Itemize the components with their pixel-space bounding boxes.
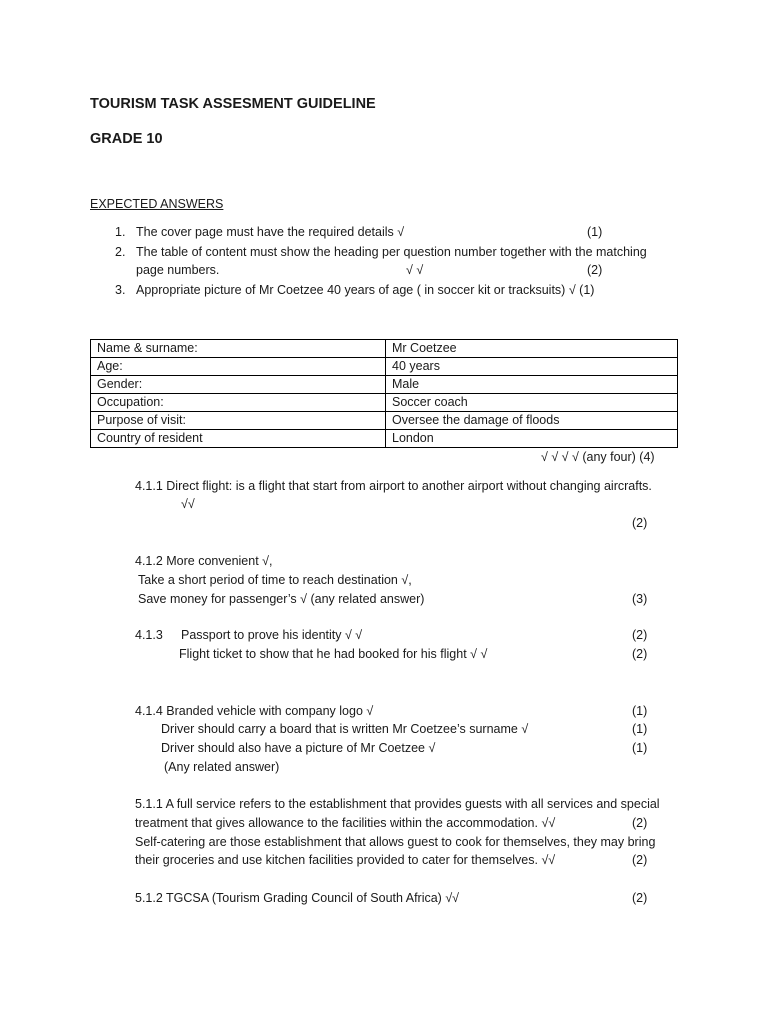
list-item-text: Appropriate picture of Mr Coetzee 40 years of age ( in soccer kit or tracksuits) √ (1) <box>136 283 595 297</box>
answer-5-1-1-line4: their groceries and use kitchen facilities provided to cater for themselves. √√ <box>135 853 556 867</box>
table-cell-label: Gender: <box>91 376 386 394</box>
answer-4-1-3-mark2: (2) <box>632 647 648 661</box>
answer-4-1-4-mark1: (1) <box>632 704 648 718</box>
list-item-mark: (2) <box>587 263 603 277</box>
answer-5-1-1-line2: treatment that gives allowance to the facilities within the accommodation. √√ <box>135 816 556 830</box>
answer-4-1-2-line1: 4.1.2 More convenient √, <box>135 554 273 568</box>
table-cell-label: Country of resident <box>91 430 386 448</box>
answer-5-1-2-mark: (2) <box>632 891 648 905</box>
grade-heading: GRADE 10 <box>90 131 163 147</box>
answer-4-1-4-line4: (Any related answer) <box>164 760 280 774</box>
list-item-ticks: √ √ <box>406 263 424 277</box>
answer-5-1-1-mark2: (2) <box>632 816 648 830</box>
answer-4-1-2-line3: Save money for passenger’s √ (any related answer) <box>138 592 425 606</box>
answer-4-1-2-line2: Take a short period of time to reach destination √, <box>138 573 412 587</box>
table-cell-label: Name & surname: <box>91 340 386 358</box>
answer-4-1-4-mark2: (1) <box>632 722 648 736</box>
table-cell-value: Mr Coetzee <box>386 340 678 358</box>
answer-4-1-3-mark1: (2) <box>632 628 648 642</box>
table-cell-value: London <box>386 430 678 448</box>
visitor-details-table <box>90 339 678 448</box>
document-title: TOURISM TASK ASSESMENT GUIDELINE <box>90 96 376 112</box>
table-row <box>91 358 678 376</box>
list-item-number: 2. <box>115 245 126 259</box>
table-row <box>91 340 678 358</box>
table-cell-label: Age: <box>91 358 386 376</box>
answer-4-1-4-line3: Driver should also have a picture of Mr Coetzee √ <box>161 741 436 755</box>
answer-4-1-2-mark: (3) <box>632 592 648 606</box>
answer-5-1-1-line3: Self-catering are those establishment that allows guest to cook for themselves, they may bring <box>135 835 656 849</box>
table-cell-value: Male <box>386 376 678 394</box>
list-item-mark: (1) <box>587 225 603 239</box>
answer-4-1-1-mark: (2) <box>632 516 648 530</box>
list-item-number: 1. <box>115 225 126 239</box>
table-row <box>91 394 678 412</box>
table-cell-value: Oversee the damage of floods <box>386 412 678 430</box>
answer-4-1-1: 4.1.1 Direct flight: is a flight that start from airport to another airport without changing aircrafts. <box>135 479 652 493</box>
table-row <box>91 412 678 430</box>
table-cell-value: Soccer coach <box>386 394 678 412</box>
answer-4-1-3-line2: Flight ticket to show that he had booked for his flight √ √ <box>179 647 488 661</box>
list-item-text: The table of content must show the heading per question number together with the matching <box>136 245 647 259</box>
answer-4-1-4-line2: Driver should carry a board that is written Mr Coetzee’s surname √ <box>161 722 529 736</box>
table-cell-label: Occupation: <box>91 394 386 412</box>
table-cell-label: Purpose of visit: <box>91 412 386 430</box>
expected-answers-heading: EXPECTED ANSWERS <box>90 197 224 211</box>
answer-4-1-1-ticks: √√ <box>181 497 195 511</box>
list-item-number: 3. <box>115 283 126 297</box>
answer-5-1-1-mark4: (2) <box>632 853 648 867</box>
answer-5-1-1-line1: 5.1.1 A full service refers to the establishment that provides guests with all services and special <box>135 797 660 811</box>
answer-4-1-3-line1: Passport to prove his identity √ √ <box>181 628 363 642</box>
table-row <box>91 430 678 448</box>
answer-4-1-4-line1: 4.1.4 Branded vehicle with company logo √ <box>135 704 374 718</box>
table-mark: √ √ √ √ (any four) (4) <box>541 450 655 464</box>
list-item-text-continued: page numbers. <box>136 263 220 277</box>
table-row <box>91 376 678 394</box>
table-cell-value: 40 years <box>386 358 678 376</box>
list-item-text: The cover page must have the required details √ <box>136 225 405 239</box>
answer-4-1-4-mark3: (1) <box>632 741 648 755</box>
answer-5-1-2: 5.1.2 TGCSA (Tourism Grading Council of South Africa) √√ <box>135 891 460 905</box>
answer-4-1-3-number: 4.1.3 <box>135 628 163 642</box>
